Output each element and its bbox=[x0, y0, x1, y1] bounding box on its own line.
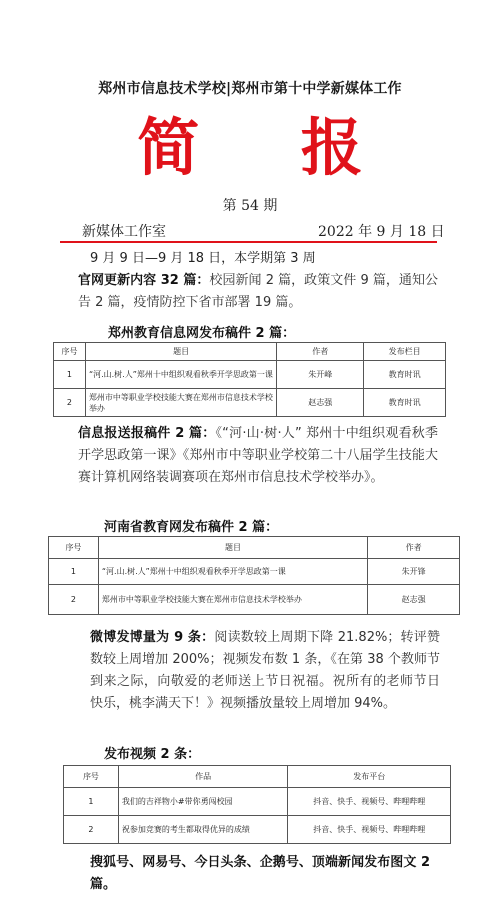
table-header-row bbox=[64, 766, 451, 788]
table-cell: 朱开锋 bbox=[368, 559, 460, 585]
table-row bbox=[54, 361, 446, 389]
website-lead: 官网更新内容 32 篇： bbox=[78, 273, 210, 288]
header-cell: 序号 bbox=[64, 766, 119, 788]
table-cell: 祝参加竞赛的考生都取得优异的成绩 bbox=[118, 816, 288, 844]
table-cell: 2 bbox=[64, 816, 119, 844]
table-cell: 抖音、快手、视频号、哔哩哔哩 bbox=[288, 788, 451, 816]
table-header-row bbox=[49, 537, 460, 559]
table-cell: “河.山.树.人”郑州十中组织观看秋季开学思政第一课 bbox=[85, 361, 276, 389]
office-name: 新媒体工作室 bbox=[82, 224, 166, 240]
table-row bbox=[64, 788, 451, 816]
table-cell: 我们的吉祥物小#带你勇闯校园 bbox=[118, 788, 288, 816]
table-cell: 抖音、快手、视频号、哔哩哔哩 bbox=[288, 816, 451, 844]
inforeport-paragraph bbox=[78, 423, 438, 489]
header-cell: 发布平台 bbox=[288, 766, 451, 788]
table-header-row bbox=[54, 343, 446, 361]
table-cell: 教育时讯 bbox=[364, 361, 446, 389]
table-cell: 郑州市中等职业学校技能大赛在郑州市信息技术学校举办 bbox=[98, 585, 367, 615]
red-divider bbox=[60, 241, 437, 243]
table-cell: 赵志强 bbox=[277, 389, 364, 417]
table-cell: 2 bbox=[54, 389, 86, 417]
table-cell: 郑州市中等职业学校技能大赛在郑州市信息技术学校举办 bbox=[85, 389, 276, 417]
newsletter-title: 简 报 bbox=[137, 111, 403, 184]
table-row bbox=[49, 559, 460, 585]
footer-paragraph: 搜狐号、网易号、今日头条、企鹅号、顶端新闻发布图文 2 篇。 bbox=[90, 855, 430, 892]
table-row bbox=[64, 816, 451, 844]
header-cell: 题目 bbox=[98, 537, 367, 559]
henan-heading: 河南省教育网发布稿件 2 篇： bbox=[104, 520, 279, 535]
weibo-lead: 微博发博量为 9 条： bbox=[90, 630, 215, 645]
website-text: 校园新闻 2 篇，政策文件 9 篇，通知公告 2 篇，疫情防控下省市部署 19 篇。 bbox=[78, 273, 438, 310]
table-cell: 赵志强 bbox=[368, 585, 460, 615]
website-paragraph bbox=[78, 270, 438, 314]
header-cell: 作者 bbox=[277, 343, 364, 361]
zhengzhou-heading: 郑州教育信息网发布稿件 2 篇： bbox=[108, 326, 296, 341]
table-cell: “河.山.树.人”郑州十中组织观看秋季开学思政第一课 bbox=[98, 559, 367, 585]
inforeport-text: 《“河·山·树·人” 郑州十中组织观看秋季开学思政第一课》《郑州市中等职业学校第二十八届学生技能大赛计算机网络装调赛项在郑州市信息技术学校举办》。 bbox=[78, 426, 438, 485]
henan-table bbox=[48, 536, 460, 615]
header-cell: 序号 bbox=[54, 343, 86, 361]
header-cell: 作者 bbox=[368, 537, 460, 559]
table-cell: 2 bbox=[49, 585, 99, 615]
header-cell: 发布栏目 bbox=[364, 343, 446, 361]
table-cell: 教育时讯 bbox=[364, 389, 446, 417]
table-cell: 1 bbox=[64, 788, 119, 816]
table-cell: 1 bbox=[54, 361, 86, 389]
zhengzhou-table bbox=[53, 342, 446, 417]
table-cell: 朱开峰 bbox=[277, 361, 364, 389]
table-cell: 1 bbox=[49, 559, 99, 585]
header-cell: 题目 bbox=[85, 343, 276, 361]
reporting-period: 9 月 9 日—9 月 18 日，本学期第 3 周 bbox=[90, 251, 316, 266]
header-cell: 作品 bbox=[118, 766, 288, 788]
issue-date: 2022 年 9 月 18 日 bbox=[318, 224, 445, 240]
masthead: 郑州市信息技术学校|郑州市第十中学新媒体工作 bbox=[98, 81, 402, 97]
weibo-paragraph bbox=[90, 627, 440, 715]
header-cell: 序号 bbox=[49, 537, 99, 559]
inforeport-lead: 信息报送报稿件 2 篇： bbox=[78, 426, 216, 441]
table-row bbox=[49, 585, 460, 615]
table-row bbox=[54, 389, 446, 417]
video-heading: 发布视频 2 条： bbox=[104, 747, 201, 762]
video-table bbox=[63, 765, 451, 844]
issue-number: 第 54 期 bbox=[222, 198, 278, 214]
weibo-text: 阅读数较上周期下降 21.82%；转评赞数较上周增加 200%；视频发布数 1 条，《在第 38 个教师节到来之际，向敬爱的老师送上节日祝福。祝所有的老师节日快乐，桃李满天下！》视频播放量较上周增加 94%。 bbox=[90, 630, 440, 711]
